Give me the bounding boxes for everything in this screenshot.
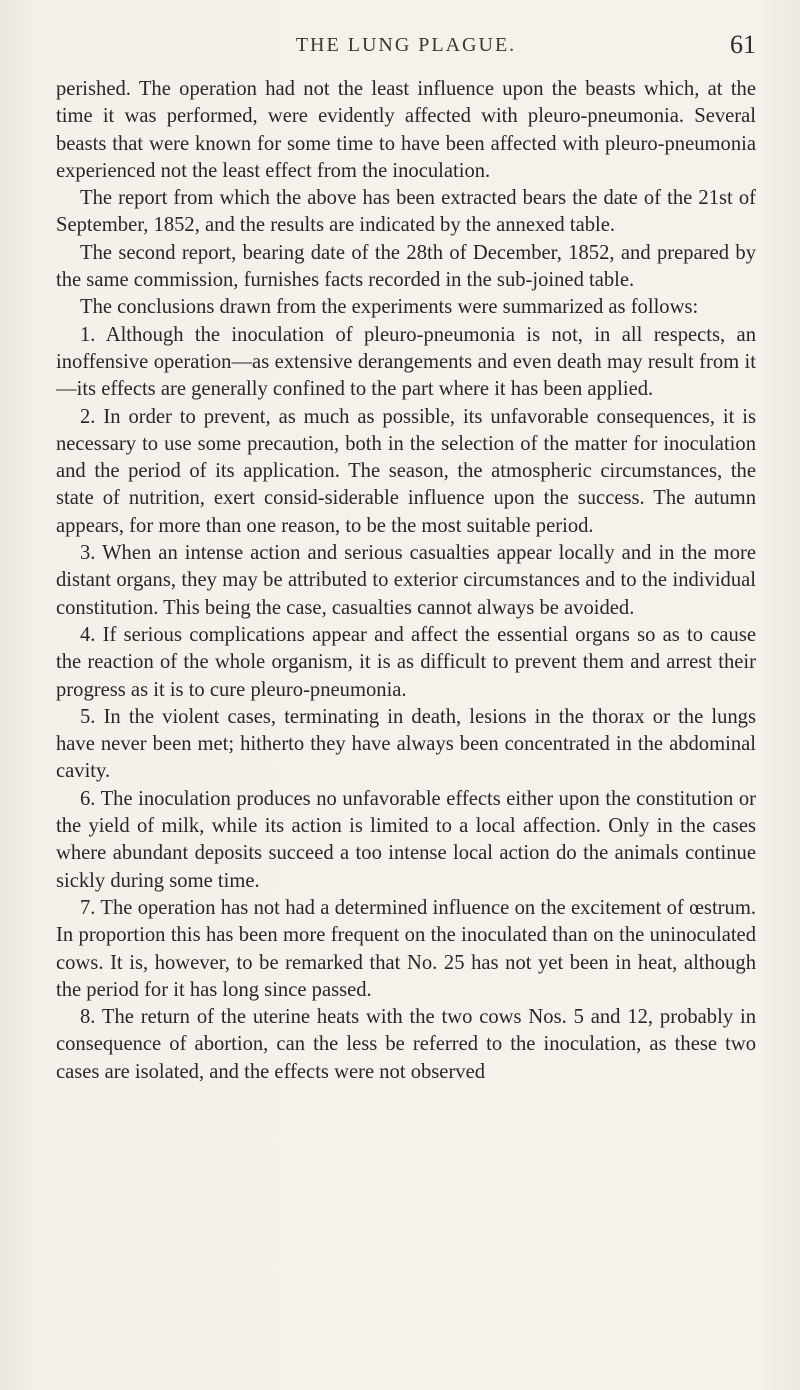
conclusion-item-8: 8. The return of the uterine heats with the two cows Nos. 5 and 12, probably in consequence of abortion, can the less be referred to the inoculation, as these two cases are isolated, and the effects were not observed [56,1006,756,1083]
conclusion-item-5: 5. In the violent cases, terminating in death, lesions in the thorax or the lungs have never been met; hitherto they have always been concentrated in the abdominal cavity. [56,705,756,783]
page-number: 61 [730,30,756,59]
conclusion-item-6: 6. The inoculation produces no unfavorable effects either upon the constitution or the yield of milk, while its action is limited to a local affection. Only in the cases where abundant deposits succeed a too intense local action do the animals continue sickly during some time. [56,787,756,892]
conclusion-item-2: 2. In order to prevent, as much as possible, its unfavorable consequences, it is necessary to use some precaution, both in the selection of the matter for inoculation and the period of its application. The season, the atmospheric circumstances, the state of nutrition, exert consid-siderable influence upon the success. The autumn appears, for more than one reason, to be the most suitable period. [56,405,756,537]
paragraph-conclusions-intro: The conclusions drawn from the experiments were summarized as follows: [80,296,699,319]
conclusion-item-3: 3. When an intense action and serious casualties appear locally and in the more distant organs, they may be attributed to exterior circumstances and to the individual constitution. This being the case, casualties cannot always be avoided. [56,542,756,619]
body-text [56,76,756,1086]
paragraph-report-date: The report from which the above has been extracted bears the date of the 21st of September, 1852, and the results are indicated by the annexed table. [56,187,756,237]
conclusion-item-1: 1. Although the inoculation of pleuro-pneumonia is not, in all respects, an inoffensive operation—as extensive derangements and even death may result from it—its effects are generally confined to the part where it has been applied. [56,323,756,401]
running-head [56,30,756,64]
paragraph-continuation: perished. The operation had not the least influence upon the beasts which, at the time it was performed, were evidently affected with pleuro-pneumonia. Several beasts that were known for some time to have been affected with pleuro-pneumonia experienced not the least effect from the inoculation. [56,78,756,182]
conclusion-item-4: 4. If serious complications appear and affect the essential organs so as to cause the reaction of the whole organism, it is as difficult to prevent them and arrest their progress as it is to cure pleuro-pneumonia. [56,623,756,701]
conclusion-item-7: 7. The operation has not had a determined influence on the excitement of œstrum. In proportion this has been more frequent on the inoculated than on the uninoculated cows. It is, however, to be remarked that No. 25 has not yet been in heat, although the period for it has long since passed. [56,896,756,1001]
running-title: THE LUNG PLAGUE. [295,34,517,56]
paragraph-second-report: The second report, bearing date of the 28th of December, 1852, and prepared by the same commission, furnishes facts recorded in the sub-joined table. [56,241,756,292]
